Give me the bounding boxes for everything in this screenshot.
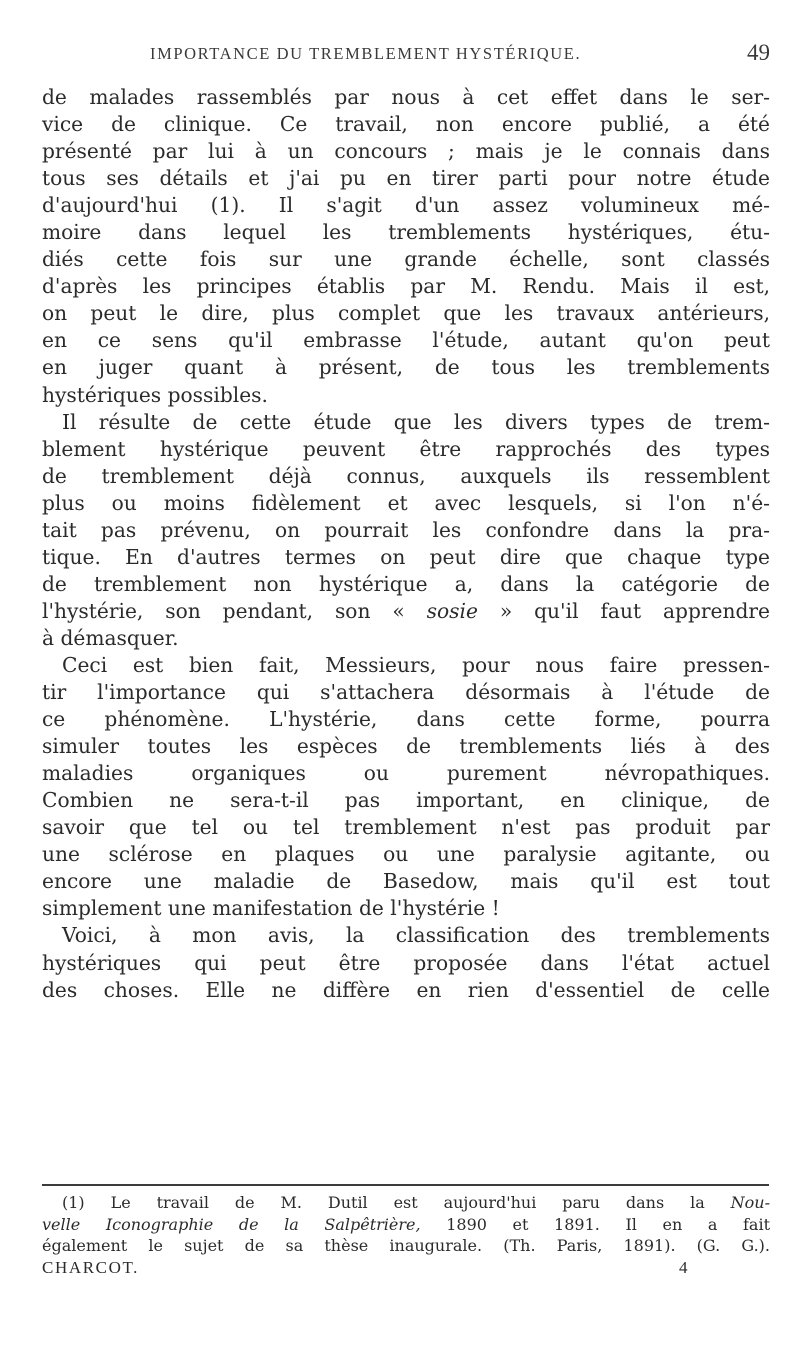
text-line: diés cette fois sur une grande échelle, sont classés xyxy=(42,247,770,272)
footnote-line xyxy=(42,1192,770,1214)
text-line: d'aujourd'hui (1). Il s'agit d'un assez volumineux mé- xyxy=(42,193,770,218)
text-line: blement hystérique peuvent être rapprochés des types xyxy=(42,436,770,461)
footnote xyxy=(42,1192,770,1257)
author-signature: CHARCOT. xyxy=(42,1258,140,1277)
text-line: Combien ne sera-t-il pas important, en clinique, de xyxy=(42,788,770,813)
text-line: Ceci est bien fait, Messieurs, pour nous faire pressen- xyxy=(62,652,770,677)
text-line: présenté par lui à un concours ; mais je le connais dans xyxy=(42,139,770,164)
text-line: vice de clinique. Ce travail, non encore publié, a été xyxy=(42,112,770,137)
text-line-sosie xyxy=(42,598,770,625)
text-line: encore une maladie de Basedow, mais qu'il est tout xyxy=(42,869,770,894)
text-line: simuler toutes les espèces de tremblements liés à des xyxy=(42,734,770,759)
text-line: simplement une manifestation de l'hystérie ! xyxy=(42,896,500,921)
italic-segment: Nou- xyxy=(730,1193,770,1212)
text-line: moire dans lequel les tremblements hystériques, étu- xyxy=(42,220,770,245)
text-line: de tremblement non hystérique a, dans la catégorie de xyxy=(42,571,770,596)
text-line: tique. En d'autres termes on peut dire que chaque type xyxy=(42,544,770,569)
body-text xyxy=(42,84,770,1004)
footnote-line: également le sujet de sa thèse inaugurale. (Th. Paris, 1891). (G. G.). xyxy=(42,1236,770,1255)
running-head xyxy=(38,40,772,72)
text-line: une sclérose en plaques ou une paralysie agitante, ou xyxy=(42,842,770,867)
text-line: des choses. Elle ne diffère en rien d'essentiel de celle xyxy=(42,977,770,1002)
text-line: tait pas prévenu, on pourrait les confondre dans la pra- xyxy=(42,517,770,542)
text-line: Voici, à mon avis, la classification des tremblements xyxy=(62,923,770,948)
page-number: 49 xyxy=(747,40,770,65)
text-line: savoir que tel ou tel tremblement n'est pas produit par xyxy=(42,815,770,840)
text-line: de malades rassemblés par nous à cet effet dans le ser- xyxy=(42,85,770,109)
footnote-rule xyxy=(42,1184,769,1186)
footnote-line xyxy=(42,1214,770,1236)
italic-segment: velle Iconographie de la Salpêtrière, xyxy=(42,1214,421,1234)
text-line: hystériques qui peut être proposée dans l'état actuel xyxy=(42,950,770,975)
text-line: en ce sens qu'il embrasse l'étude, autant qu'on peut xyxy=(42,328,770,353)
text-line: plus ou moins fidèlement et avec lesquels, si l'on n'é- xyxy=(42,490,770,515)
text-line: ce phénomène. L'hystérie, dans cette forme, pourra xyxy=(42,707,770,732)
text-segment: (1) Le travail de M. Dutil est aujourd'hui paru dans la xyxy=(62,1193,731,1212)
text-line: tous ses détails et j'ai pu en tirer parti pour notre étude xyxy=(42,166,770,191)
text-line: tir l'importance qui s'attachera désormais à l'étude de xyxy=(42,680,770,705)
text-line: de tremblement déjà connus, auxquels ils ressemblent xyxy=(42,463,770,488)
text-line: d'après les principes établis par M. Rendu. Mais il est, xyxy=(42,274,770,299)
running-title: IMPORTANCE DU TREMBLEMENT HYSTÉRIQUE. xyxy=(150,44,582,63)
text-line: à démasquer. xyxy=(42,625,179,650)
text-line: on peut le dire, plus complet que les travaux antérieurs, xyxy=(42,301,770,326)
sheet-number: 4 xyxy=(679,1258,688,1277)
text-segment: 1890 et 1891. Il en a fait xyxy=(420,1214,771,1234)
text-line: Il résulte de cette étude que les divers types de trem- xyxy=(62,409,770,434)
text-segment: l'hystérie, son pendant, son « xyxy=(42,598,427,623)
text-segment: » qu'il faut apprendre xyxy=(477,598,770,623)
signature-row xyxy=(42,1258,742,1282)
text-line: en juger quant à présent, de tous les tremblements xyxy=(42,355,770,380)
italic-word: sosie xyxy=(426,598,478,623)
text-line: maladies organiques ou purement névropathiques. xyxy=(42,761,770,786)
text-line: hystériques possibles. xyxy=(42,382,268,407)
